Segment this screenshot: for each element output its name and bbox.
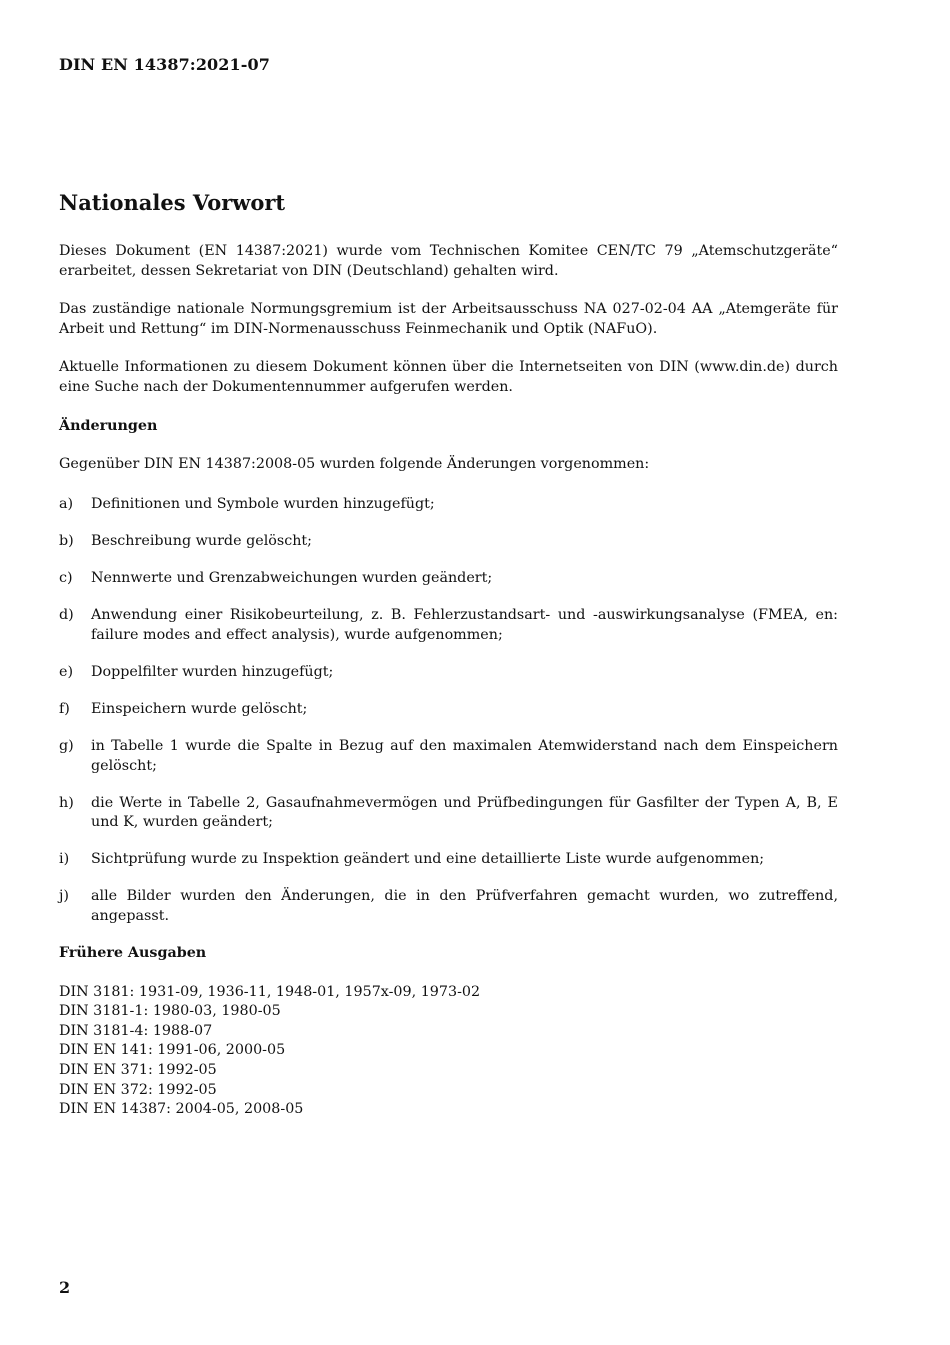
page-content: [59, 189, 838, 1120]
list-item-text: Definitionen und Symbole wurden hinzugefügt;: [91, 495, 435, 512]
edition-line: DIN EN 141: 1991-06, 2000-05: [59, 1042, 286, 1059]
previous-editions-list: [59, 983, 838, 1120]
list-marker: j): [59, 888, 70, 905]
previous-editions-heading: Frühere Ausgaben: [59, 945, 207, 962]
list-item-text: alle Bilder wurden den Änderungen, die in den Prüfverfahren gemacht wurden, wo zutreffend, angepasst.: [91, 888, 838, 924]
list-item-text: Nennwerte und Grenzabweichungen wurden geändert;: [91, 569, 493, 586]
list-item-text: die Werte in Tabelle 2, Gasaufnahmevermögen und Prüfbedingungen für Gasfilter der Typen A, B, E und K, wurden geändert;: [91, 794, 838, 831]
edition-line: DIN EN 371: 1992-05: [59, 1062, 217, 1079]
list-item-text: Anwendung einer Risikobeurteilung, z. B. Fehlerzustandsart- und -auswirkungsanalyse (FMEA, en: failure modes and effect analysis), wurde aufgenommen;: [91, 607, 838, 643]
list-item-text: Sichtprüfung wurde zu Inspektion geändert und eine detaillierte Liste wurde aufgenommen;: [91, 851, 765, 868]
paragraph-intro: Dieses Dokument (EN 14387:2021) wurde vom Technischen Komitee CEN/TC 79 „Atemschutzgeräte“ erarbeitet, dessen Sekretariat von DIN (Deutschland) gehalten wird.: [59, 243, 838, 279]
edition-line: DIN 3181: 1931-09, 1936-11, 1948-01, 1957x-09, 1973-02: [59, 983, 481, 1000]
edition-line: DIN EN 372: 1992-05: [59, 1081, 217, 1098]
list-marker: i): [59, 851, 70, 868]
list-marker: b): [59, 532, 74, 549]
list-marker: f): [59, 700, 70, 717]
list-item-text: Beschreibung wurde gelöscht;: [91, 532, 312, 549]
list-item: [59, 606, 838, 645]
list-marker: e): [59, 663, 74, 680]
list-marker: g): [59, 737, 74, 754]
changes-list: [59, 495, 838, 927]
list-item-text: Doppelfilter wurden hinzugefügt;: [91, 663, 334, 680]
list-item-text: Einspeichern wurde gelöscht;: [91, 700, 308, 717]
edition-line: DIN 3181-1: 1980-03, 1980-05: [59, 1003, 281, 1020]
paragraph-info: Aktuelle Informationen zu diesem Dokument können über die Internetseiten von DIN (www.din.de) durch eine Suche nach der Dokumentennummer aufgerufen werden.: [59, 359, 838, 395]
list-item: [59, 737, 838, 776]
list-item: [59, 700, 838, 720]
page-number: 2: [59, 1278, 71, 1297]
list-marker: d): [59, 607, 74, 624]
edition-line: DIN 3181-4: 1988-07: [59, 1022, 213, 1039]
list-item: [59, 794, 838, 833]
list-item: [59, 532, 838, 552]
changes-heading: Änderungen: [59, 417, 158, 434]
list-item: [59, 663, 838, 683]
list-marker: a): [59, 495, 74, 512]
list-item: [59, 850, 838, 870]
page-title: Nationales Vorwort: [59, 190, 286, 215]
document-id-header: DIN EN 14387:2021-07: [59, 55, 270, 74]
changes-intro: Gegenüber DIN EN 14387:2008-05 wurden folgende Änderungen vorgenommen:: [59, 456, 650, 473]
list-item-text: in Tabelle 1 wurde die Spalte in Bezug auf den maximalen Atemwiderstand nach dem Einspeichern gelöscht;: [91, 737, 838, 774]
list-item: [59, 495, 838, 515]
edition-line: DIN EN 14387: 2004-05, 2008-05: [59, 1101, 304, 1118]
paragraph-committee: Das zuständige nationale Normungsgremium ist der Arbeitsausschuss NA 027-02-04 AA „Atemgeräte für Arbeit und Rettung“ im DIN-Normenausschuss Feinmechanik und Optik (NAFuO).: [59, 301, 838, 337]
list-marker: h): [59, 794, 74, 811]
list-item: [59, 569, 838, 589]
list-item: [59, 887, 838, 926]
list-marker: c): [59, 569, 73, 586]
